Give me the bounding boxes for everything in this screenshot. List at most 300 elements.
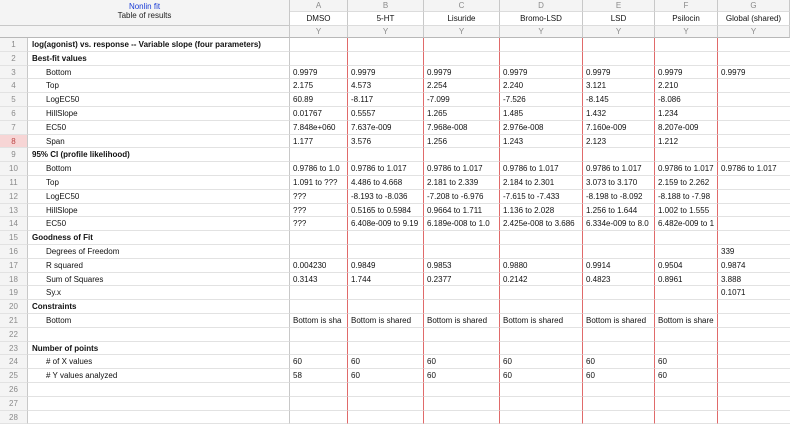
row-label[interactable]	[28, 328, 290, 342]
result-cell[interactable]: 0.5165 to 0.5984	[348, 204, 424, 218]
result-cell[interactable]	[583, 245, 655, 259]
result-cell[interactable]	[655, 231, 718, 245]
row-label[interactable]: log(agonist) vs. response -- Variable slope (four parameters)	[28, 38, 290, 52]
row-label[interactable]: Sy.x	[28, 286, 290, 300]
result-cell[interactable]	[718, 355, 790, 369]
result-cell[interactable]	[290, 52, 348, 66]
result-cell[interactable]: 0.4823	[583, 273, 655, 287]
result-cell[interactable]: 1.136 to 2.028	[500, 204, 583, 218]
table-row	[0, 162, 790, 176]
result-cell[interactable]: 0.1071	[718, 286, 790, 300]
result-cell[interactable]: 0.9979	[290, 66, 348, 80]
result-cell[interactable]	[655, 148, 718, 162]
table-row	[0, 328, 790, 342]
result-cell[interactable]	[718, 411, 790, 425]
table-row	[0, 79, 790, 93]
row-number[interactable]: 19	[0, 286, 28, 300]
result-cell[interactable]	[500, 342, 583, 356]
row-label[interactable]: HillSlope	[28, 107, 290, 121]
result-cell[interactable]	[424, 300, 500, 314]
result-cell[interactable]	[348, 411, 424, 425]
row-number[interactable]: 1	[0, 38, 28, 52]
row-number[interactable]: 12	[0, 190, 28, 204]
column-letter-g[interactable]: G	[718, 0, 790, 12]
result-cell[interactable]	[655, 397, 718, 411]
column-title-g[interactable]: Global (shared)	[718, 12, 790, 26]
row-number[interactable]: 17	[0, 259, 28, 273]
result-cell[interactable]: -8.193 to -8.036	[348, 190, 424, 204]
row-number[interactable]: 10	[0, 162, 28, 176]
result-cell[interactable]: 0.9786 to 1.017	[348, 162, 424, 176]
row-number[interactable]: 20	[0, 300, 28, 314]
result-cell[interactable]	[718, 231, 790, 245]
result-cell[interactable]	[718, 176, 790, 190]
result-cell[interactable]	[424, 383, 500, 397]
result-cell[interactable]: ???	[290, 204, 348, 218]
subcolumn-label-e: Y	[583, 26, 655, 38]
result-cell[interactable]: Bottom is shared	[583, 314, 655, 328]
column-title-e[interactable]: LSD	[583, 12, 655, 26]
row-label[interactable]: Bottom	[28, 66, 290, 80]
result-cell[interactable]	[500, 286, 583, 300]
result-cell[interactable]: -8.188 to -7.98	[655, 190, 718, 204]
result-cell[interactable]: 7.637e-009	[348, 121, 424, 135]
result-cell[interactable]: 3.073 to 3.170	[583, 176, 655, 190]
result-cell[interactable]	[655, 342, 718, 356]
result-cell[interactable]: -8.198 to -8.092	[583, 190, 655, 204]
result-cell[interactable]: 4.486 to 4.668	[348, 176, 424, 190]
result-cell[interactable]	[583, 342, 655, 356]
result-cell[interactable]	[348, 300, 424, 314]
row-label[interactable]: # of X values	[28, 355, 290, 369]
result-cell[interactable]	[348, 52, 424, 66]
row-number[interactable]: 23	[0, 342, 28, 356]
row-number[interactable]: 18	[0, 273, 28, 287]
result-cell[interactable]: 6.408e-009 to 9.19	[348, 217, 424, 231]
result-cell[interactable]: 60	[348, 355, 424, 369]
result-cell[interactable]: ???	[290, 217, 348, 231]
result-cell[interactable]	[718, 204, 790, 218]
table-row	[0, 397, 790, 411]
column-letter-d[interactable]: D	[500, 0, 583, 12]
result-cell[interactable]	[348, 245, 424, 259]
result-cell[interactable]	[290, 231, 348, 245]
table-title-subtitle: Table of results	[117, 11, 172, 20]
result-cell[interactable]	[424, 38, 500, 52]
result-cell[interactable]: -8.086	[655, 93, 718, 107]
row-label[interactable]	[28, 397, 290, 411]
result-cell[interactable]	[424, 342, 500, 356]
subcolumn-label-a: Y	[290, 26, 348, 38]
result-cell[interactable]	[290, 148, 348, 162]
result-cell[interactable]: 0.9979	[424, 66, 500, 80]
row-label[interactable]: Goodness of Fit	[28, 231, 290, 245]
result-cell[interactable]: 60	[655, 355, 718, 369]
result-cell[interactable]: 60	[424, 355, 500, 369]
table-row	[0, 286, 790, 300]
column-letter-a[interactable]: A	[290, 0, 348, 12]
row-label[interactable]	[28, 411, 290, 425]
result-cell[interactable]: 1.432	[583, 107, 655, 121]
result-cell[interactable]: 2.123	[583, 135, 655, 149]
result-cell[interactable]	[290, 38, 348, 52]
result-cell[interactable]	[655, 245, 718, 259]
result-cell[interactable]: 6.189e-008 to 1.0	[424, 217, 500, 231]
result-cell[interactable]: 0.9786 to 1.0	[290, 162, 348, 176]
result-cell[interactable]: 8.207e-009	[655, 121, 718, 135]
row-number[interactable]: 25	[0, 369, 28, 383]
result-cell[interactable]: 0.8961	[655, 273, 718, 287]
table-row	[0, 121, 790, 135]
result-cell[interactable]	[500, 383, 583, 397]
column-letter-e[interactable]: E	[583, 0, 655, 12]
table-row	[0, 383, 790, 397]
result-cell[interactable]	[424, 148, 500, 162]
result-cell[interactable]: 0.9786 to 1.017	[655, 162, 718, 176]
result-cell[interactable]: 3.121	[583, 79, 655, 93]
row-label[interactable]: Bottom	[28, 162, 290, 176]
row-number[interactable]: 14	[0, 217, 28, 231]
result-cell[interactable]: 3.888	[718, 273, 790, 287]
table-row	[0, 190, 790, 204]
result-cell[interactable]: 2.181 to 2.339	[424, 176, 500, 190]
column-letter-b[interactable]: B	[348, 0, 424, 12]
result-cell[interactable]: 0.2377	[424, 273, 500, 287]
result-cell[interactable]: -8.117	[348, 93, 424, 107]
table-row	[0, 245, 790, 259]
result-cell[interactable]	[500, 411, 583, 425]
row-label[interactable]: Span	[28, 135, 290, 149]
result-cell[interactable]	[718, 148, 790, 162]
result-cell[interactable]	[290, 245, 348, 259]
result-cell[interactable]: 58	[290, 369, 348, 383]
result-cell[interactable]	[348, 397, 424, 411]
row-label[interactable]: Top	[28, 176, 290, 190]
result-cell[interactable]: 60	[424, 369, 500, 383]
result-cell[interactable]: 7.848e+060	[290, 121, 348, 135]
result-cell[interactable]	[348, 383, 424, 397]
result-cell[interactable]	[655, 38, 718, 52]
result-cell[interactable]	[583, 52, 655, 66]
result-cell[interactable]: 1.234	[655, 107, 718, 121]
column-letter-f[interactable]: F	[655, 0, 718, 12]
row-label[interactable]: R squared	[28, 259, 290, 273]
result-cell[interactable]: 339	[718, 245, 790, 259]
row-number[interactable]: 28	[0, 411, 28, 425]
column-title-b[interactable]: 5-HT	[348, 12, 424, 26]
result-cell[interactable]: 60	[583, 369, 655, 383]
result-cell[interactable]	[500, 38, 583, 52]
result-cell[interactable]: 60	[583, 355, 655, 369]
row-label[interactable]: Top	[28, 79, 290, 93]
row-number[interactable]: 24	[0, 355, 28, 369]
result-cell[interactable]	[290, 383, 348, 397]
result-cell[interactable]	[290, 397, 348, 411]
table-title[interactable]	[0, 0, 290, 26]
result-cell[interactable]	[655, 286, 718, 300]
result-cell[interactable]	[424, 52, 500, 66]
result-cell[interactable]	[500, 245, 583, 259]
result-cell[interactable]: Bottom is shared	[424, 314, 500, 328]
result-cell[interactable]: 1.744	[348, 273, 424, 287]
result-cell[interactable]: 60	[500, 369, 583, 383]
result-cell[interactable]: -7.099	[424, 93, 500, 107]
result-cell[interactable]	[424, 328, 500, 342]
result-cell[interactable]: 0.2142	[500, 273, 583, 287]
result-cell[interactable]: 0.9979	[655, 66, 718, 80]
result-cell[interactable]: 1.091 to ???	[290, 176, 348, 190]
result-cell[interactable]	[655, 328, 718, 342]
result-cell[interactable]	[500, 300, 583, 314]
table-row	[0, 176, 790, 190]
result-cell[interactable]: 0.9786 to 1.017	[500, 162, 583, 176]
result-cell[interactable]	[290, 342, 348, 356]
result-cell[interactable]: 2.159 to 2.262	[655, 176, 718, 190]
result-cell[interactable]: 7.160e-009	[583, 121, 655, 135]
table-row	[0, 135, 790, 149]
table-row	[0, 66, 790, 80]
row-number[interactable]: 3	[0, 66, 28, 80]
row-label[interactable]: Number of points	[28, 342, 290, 356]
result-cell[interactable]	[655, 52, 718, 66]
result-cell[interactable]	[583, 286, 655, 300]
result-cell[interactable]: -8.145	[583, 93, 655, 107]
result-cell[interactable]	[718, 369, 790, 383]
result-cell[interactable]	[583, 328, 655, 342]
result-cell[interactable]	[583, 411, 655, 425]
result-cell[interactable]: 1.212	[655, 135, 718, 149]
column-title-a[interactable]: DMSO	[290, 12, 348, 26]
column-title-c[interactable]: Lisuride	[424, 12, 500, 26]
result-cell[interactable]: 1.485	[500, 107, 583, 121]
result-cell[interactable]: Bottom is share	[655, 314, 718, 328]
row-number[interactable]: 7	[0, 121, 28, 135]
result-cell[interactable]: 6.334e-009 to 8.0	[583, 217, 655, 231]
result-cell[interactable]	[348, 231, 424, 245]
result-cell[interactable]	[718, 79, 790, 93]
column-letter-c[interactable]: C	[424, 0, 500, 12]
result-cell[interactable]: Bottom is shared	[500, 314, 583, 328]
result-cell[interactable]: 1.177	[290, 135, 348, 149]
row-number[interactable]: 22	[0, 328, 28, 342]
result-cell[interactable]: 0.01767	[290, 107, 348, 121]
result-cell[interactable]: Bottom is shared	[348, 314, 424, 328]
result-cell[interactable]: 0.9786 to 1.017	[424, 162, 500, 176]
result-cell[interactable]	[718, 300, 790, 314]
result-cell[interactable]	[500, 148, 583, 162]
result-cell[interactable]: 0.9914	[583, 259, 655, 273]
result-cell[interactable]	[500, 328, 583, 342]
row-label[interactable]: Sum of Squares	[28, 273, 290, 287]
result-cell[interactable]: 2.976e-008	[500, 121, 583, 135]
result-cell[interactable]	[583, 38, 655, 52]
result-cell[interactable]	[424, 286, 500, 300]
subcolumn-label-g: Y	[718, 26, 790, 38]
result-cell[interactable]: 60	[348, 369, 424, 383]
result-cell[interactable]: 1.256	[424, 135, 500, 149]
table-row	[0, 273, 790, 287]
result-cell[interactable]	[655, 383, 718, 397]
result-cell[interactable]: 2.175	[290, 79, 348, 93]
result-cell[interactable]	[424, 411, 500, 425]
table-row	[0, 259, 790, 273]
result-cell[interactable]: 0.5557	[348, 107, 424, 121]
subcolumn-label-d: Y	[500, 26, 583, 38]
row-number[interactable]: 16	[0, 245, 28, 259]
result-cell[interactable]: 0.3143	[290, 273, 348, 287]
result-cell[interactable]: 6.482e-009 to 1	[655, 217, 718, 231]
row-label[interactable]: LogEC50	[28, 190, 290, 204]
result-cell[interactable]	[348, 328, 424, 342]
row-label[interactable]: Best-fit values	[28, 52, 290, 66]
row-number[interactable]: 15	[0, 231, 28, 245]
result-cell[interactable]: 0.9874	[718, 259, 790, 273]
result-cell[interactable]	[424, 397, 500, 411]
result-cell[interactable]: 1.243	[500, 135, 583, 149]
row-label[interactable]	[28, 383, 290, 397]
result-cell[interactable]: 0.9664 to 1.711	[424, 204, 500, 218]
table-row	[0, 300, 790, 314]
result-cell[interactable]: 0.9979	[348, 66, 424, 80]
result-cell[interactable]	[718, 52, 790, 66]
result-cell[interactable]	[290, 300, 348, 314]
table-title-name: Nonlin fit	[128, 2, 161, 11]
result-cell[interactable]: 4.573	[348, 79, 424, 93]
result-cell[interactable]: 0.9880	[500, 259, 583, 273]
row-label[interactable]: 95% CI (profile likelihood)	[28, 148, 290, 162]
result-cell[interactable]: 60	[500, 355, 583, 369]
result-cell[interactable]: -7.526	[500, 93, 583, 107]
row-number[interactable]: 5	[0, 93, 28, 107]
result-cell[interactable]	[718, 342, 790, 356]
table-row	[0, 38, 790, 52]
row-number[interactable]: 2	[0, 52, 28, 66]
row-number[interactable]: 4	[0, 79, 28, 93]
result-cell[interactable]	[583, 383, 655, 397]
result-cell[interactable]	[718, 93, 790, 107]
result-cell[interactable]	[424, 245, 500, 259]
row-label[interactable]: Degrees of Freedom	[28, 245, 290, 259]
table-row	[0, 217, 790, 231]
result-cell[interactable]: 0.9853	[424, 259, 500, 273]
result-cell[interactable]	[500, 52, 583, 66]
row-label[interactable]: EC50	[28, 217, 290, 231]
result-cell[interactable]	[290, 286, 348, 300]
row-label[interactable]: Constraints	[28, 300, 290, 314]
result-cell[interactable]: 0.9979	[718, 66, 790, 80]
result-cell[interactable]: -7.615 to -7.433	[500, 190, 583, 204]
subcolumn-label-c: Y	[424, 26, 500, 38]
result-cell[interactable]: 0.9849	[348, 259, 424, 273]
row-number[interactable]: 27	[0, 397, 28, 411]
result-cell[interactable]: 2.210	[655, 79, 718, 93]
result-cell[interactable]	[583, 397, 655, 411]
result-cell[interactable]	[583, 148, 655, 162]
result-cell[interactable]: 0.9786 to 1.017	[718, 162, 790, 176]
result-cell[interactable]: 1.002 to 1.555	[655, 204, 718, 218]
result-cell[interactable]: 1.256 to 1.644	[583, 204, 655, 218]
result-cell[interactable]: 60	[655, 369, 718, 383]
row-label[interactable]: EC50	[28, 121, 290, 135]
result-cell[interactable]	[290, 328, 348, 342]
result-cell[interactable]	[500, 397, 583, 411]
result-cell[interactable]	[718, 328, 790, 342]
row-label[interactable]: LogEC50	[28, 93, 290, 107]
result-cell[interactable]: 0.004230	[290, 259, 348, 273]
result-cell[interactable]: Bottom is sha	[290, 314, 348, 328]
row-number[interactable]: 13	[0, 204, 28, 218]
table-row	[0, 231, 790, 245]
column-title-f[interactable]: Psilocin	[655, 12, 718, 26]
row-label[interactable]: HillSlope	[28, 204, 290, 218]
result-cell[interactable]	[718, 107, 790, 121]
result-cell[interactable]	[348, 286, 424, 300]
result-cell[interactable]	[718, 135, 790, 149]
result-cell[interactable]	[718, 190, 790, 204]
result-cell[interactable]: -7.208 to -6.976	[424, 190, 500, 204]
row-label[interactable]: # Y values analyzed	[28, 369, 290, 383]
subcolumn-label-f: Y	[655, 26, 718, 38]
table-row	[0, 314, 790, 328]
row-number[interactable]: 26	[0, 383, 28, 397]
result-cell[interactable]: 0.9504	[655, 259, 718, 273]
result-cell[interactable]: 7.968e-008	[424, 121, 500, 135]
table-row	[0, 107, 790, 121]
result-cell[interactable]: 60.89	[290, 93, 348, 107]
result-cell[interactable]	[718, 383, 790, 397]
result-cell[interactable]: 2.425e-008 to 3.686	[500, 217, 583, 231]
result-cell[interactable]	[718, 121, 790, 135]
result-cell[interactable]	[583, 231, 655, 245]
result-cell[interactable]	[655, 411, 718, 425]
result-cell[interactable]	[718, 314, 790, 328]
result-cell[interactable]: 3.576	[348, 135, 424, 149]
result-cell[interactable]: 1.265	[424, 107, 500, 121]
result-cell[interactable]: 0.9979	[500, 66, 583, 80]
result-cell[interactable]	[424, 231, 500, 245]
result-cell[interactable]	[500, 231, 583, 245]
result-cell[interactable]: 60	[290, 355, 348, 369]
result-cell[interactable]	[718, 397, 790, 411]
result-cell[interactable]: ???	[290, 190, 348, 204]
result-cell[interactable]	[348, 38, 424, 52]
result-cell[interactable]	[348, 342, 424, 356]
table-row	[0, 342, 790, 356]
result-cell[interactable]	[583, 300, 655, 314]
subcolumn-label-b: Y	[348, 26, 424, 38]
subcolumn-header-blank	[0, 26, 290, 38]
result-cell[interactable]: 0.9786 to 1.017	[583, 162, 655, 176]
result-cell[interactable]: 2.240	[500, 79, 583, 93]
row-number[interactable]: 8	[0, 135, 28, 149]
result-cell[interactable]: 2.254	[424, 79, 500, 93]
result-cell[interactable]	[718, 38, 790, 52]
table-row	[0, 52, 790, 66]
result-cell[interactable]	[718, 217, 790, 231]
row-number[interactable]: 11	[0, 176, 28, 190]
column-title-d[interactable]: Bromo-LSD	[500, 12, 583, 26]
result-cell[interactable]: 2.184 to 2.301	[500, 176, 583, 190]
result-cell[interactable]	[655, 300, 718, 314]
row-number[interactable]: 21	[0, 314, 28, 328]
table-row	[0, 411, 790, 425]
row-number[interactable]: 6	[0, 107, 28, 121]
result-cell[interactable]	[348, 148, 424, 162]
row-label[interactable]: Bottom	[28, 314, 290, 328]
result-cell[interactable]	[290, 411, 348, 425]
result-cell[interactable]: 0.9979	[583, 66, 655, 80]
row-number[interactable]: 9	[0, 148, 28, 162]
